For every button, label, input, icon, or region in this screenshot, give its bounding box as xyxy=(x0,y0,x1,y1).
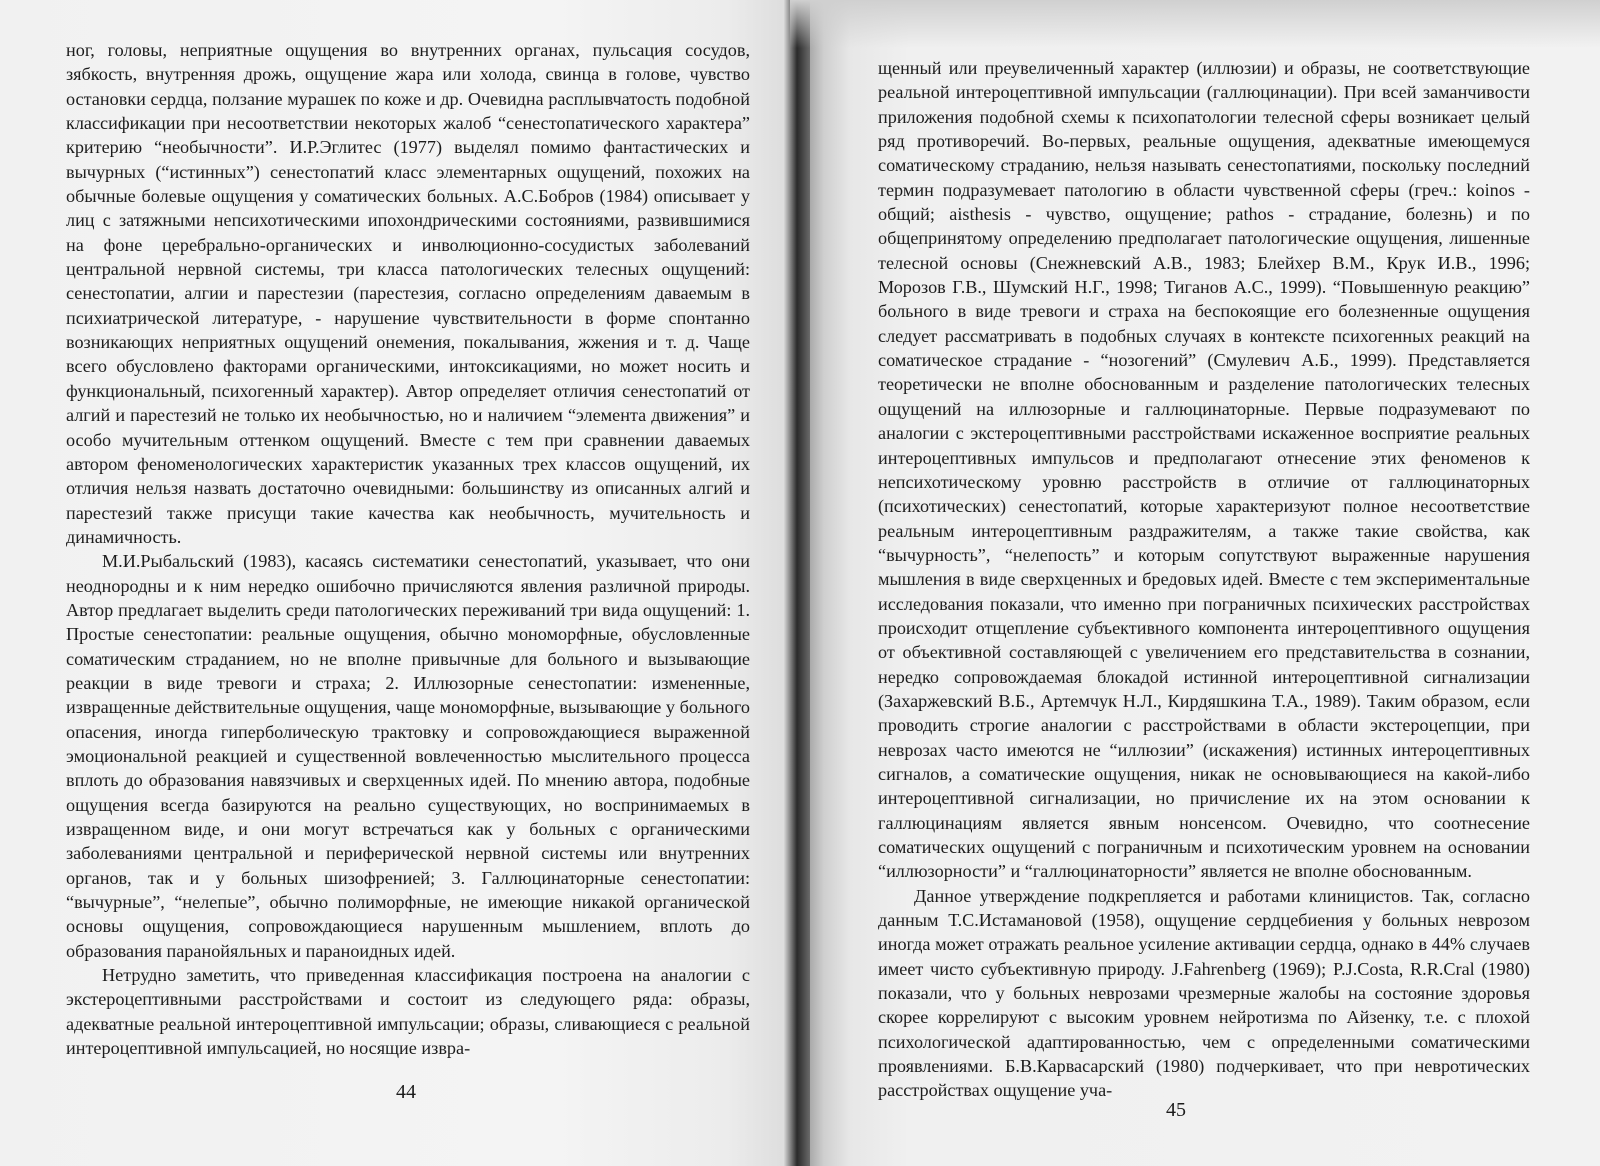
right-paragraph-1: щенный или преувеличенный характер (иллюзии) и образы, не соответствующие реальной интероцептивной импульсации (галлюцинации). При всей заманчивости приложения подобной схемы к психопатологии телесной сферы возникает целый ряд противоречий. Во-первых, реальные ощущения, адекватные имеющемуся соматическому страданию, нельзя называть сенестопатиями, поскольку последний термин подразумевает патологию в области чувственной сферы (греч.: koinos - общий; aisthesis - чувство, ощущение; pathos - страдание, болезнь) и по общепринятому определению предполагает патологические ощущения, лишенные телесной основы (Снежневский А.В., 1983; Блейхер В.М., Крук И.В., 1996; Морозов Г.В., Шумский Н.Г., 1998; Тиганов А.С., 1999). “Повышенную реакцию” больного в виде тревоги и страха на беспокоящие его болезненные ощущения следует рассматривать в подобных случаях в контексте психогенных реакций на соматическое страдание - “нозогений” (Смулевич А.Б., 1999). Представляется теоретически не вполне обоснованным и разделение патологических телесных ощущений на иллюзорные и галлюцинаторные. Первые подразумевают по аналогии с экстероцептивными расстройствами искаженное восприятие реальных интероцептивных импульсов и предполагают отнесение этих феноменов к непсихотическому уровню расстройств в отличие от галлюцинаторных (психотических) сенестопатий, которые характеризуют полное несоответствие реальным интероцептивным раздражителям, а также такие свойства, как “вычурность”, “нелепость” и которым сопутствуют выраженные нарушения мышления в виде сверхценных и бредовых идей. Вместе с тем экспериментальные исследования показали, что именно при пограничных психических расстройствах происходит отщепление субъективного компонента интероцептивного ощущения от объективной составляющей с увеличением его представительства в сознании, нередко сопровождаемая блокадой истинной интероцептивной сигнализации (Захаржевский В.Б., Артемчук Н.Л., Кирдяшкина Т.А., 1989). Таким образом, если проводить строгие аналогии с расстройствами в области экстероцепции, при неврозах часто имеются не “иллюзии” (искажения) истинных интероцептивных сигналов, а соматические ощущения, никак не основывающиеся на какой-либо интероцептивной сигнализации, но причисление их на этом основании к галлюцинациям является явным нонсенсом. Очевидно, что соотнесение соматических ощущений с пограничным и психотическим уровнем на основании “иллюзорности” и “галлюцинаторности” является не вполне обоснованным. xyxy=(878,58,1530,882)
left-paragraph-2: М.И.Рыбальский (1983), касаясь систематики сенестопатий, указывает, что они неоднородны и к ним нередко ошибочно причисляются явления различной природы. Автор предлагает выделить среди патологических переживаний три вида ощущений: 1. Простые сенестопатии: реальные ощущения, обычно мономорфные, обусловленные соматическим страданием, но не вполне привычные для больного и вызывающие реакции в виде тревоги и страха; 2. Иллюзорные сенестопатии: измененные, извращенные действительные ощущения, чаще мономорфные, вызывающие у больного опасения, иногда гиперболическую трактовку и сопровождающиеся выраженной эмоциональной реакцией и существенной вовлеченностью мыслительного процесса вплоть до образования навязчивых и сверхценных идей. По мнению автора, подобные ощущения всегда базируются на реально существующих, но воспринимаемых в извращенном виде, и они могут встречаться как у больных с органическими заболеваниями центральной и периферической нервной системы или внутренних органов, так и у больных шизофренией; 3. Галлюцинаторные сенестопатии: “вычурные”, “нелепые”, обычно полиморфные, не имеющие никакой органической основы ощущения, сопровождающиеся нарушенным мышлением, вплоть до образования паранойяльных и параноидных идей. xyxy=(66,551,750,961)
right-page xyxy=(790,0,1600,1166)
left-paragraph-3: Нетрудно заметить, что приведенная классификация построена на аналогии с экстероцептивными расстройствами и состоит из следующего ряда: образы, адекватные реальной интероцептивной импульсации; образы, сливающиеся с реальной интероцептивной импульсацией, но носящие извра- xyxy=(66,965,750,1059)
left-page-number: 44 xyxy=(396,1081,416,1103)
right-paragraph-2: Данное утверждение подкрепляется и работами клиницистов. Так, согласно данным Т.С.Истамановой (1958), ощущение сердцебиения у больных неврозом иногда может отражать реальное усиление активации сердца, однако в 44% случаев имеет чисто субъективную природу. J.Fahrenberg (1969); P.J.Costa, R.R.Cral (1980) показали, что у больных неврозами чрезмерные жалобы на состояние здоровья скорее коррелируют с высоким уровнем нейротизма по Айзенку, т.е. с плохой психологической адаптированностью, чем с определенными соматическими проявлениями. Б.В.Карвасарский (1980) подчеркивает, что при невротических расстройствах ощущение уча- xyxy=(878,885,1530,1101)
right-page-number: 45 xyxy=(1166,1099,1186,1121)
left-paragraph-1: ног, головы, неприятные ощущения во внутренних органах, пульсация сосудов, зябкость, внутренняя дрожь, ощущение жара или холода, свинца в голове, чувство остановки сердца, ползание мурашек по коже и др. Очевидна расплывчатость подобной классификации при несоответствии некоторых жалоб “сенестопатического характера” критерию “необычности”. И.Р.Эглитес (1977) выделял помимо фантастических и вычурных (“истинных”) сенестопатий класс элементарных ощущений, похожих на обычные болевые ощущения у соматических больных. А.С.Бобров (1984) описывает у лиц с затяжными непсихотическими ипохондрическими состояниями, развившимися на фоне церебрально-органических и инволюционно-сосудистых заболеваний центральной нервной системы, три класса патологических телесных ощущений: сенестопатии, алгии и парестезии (парестезия, согласно определениям даваемым в психиатрической литературе, - нарушение чувствительности в форме спонтанно возникающих неприятных ощущений онемения, покалывания, жжения и т. д. Чаще всего обусловлено факторами органическими, интоксикациями, но может носить и функциональный, психогенный характер). Автор определяет отличия сенестопатий от алгий и парестезий не только их необычностью, но и наличием “элемента движения” и особо мучительным оттенком ощущений. Вместе с тем при сравнении даваемых автором феноменологических характеристик указанных трех классов ощущений, их отличия нельзя назвать достаточно очевидными: большинству из описанных алгий и парестезий также присущи такие качества как необычность, мучительность и динамичность. xyxy=(66,40,750,547)
left-page xyxy=(0,0,790,1166)
